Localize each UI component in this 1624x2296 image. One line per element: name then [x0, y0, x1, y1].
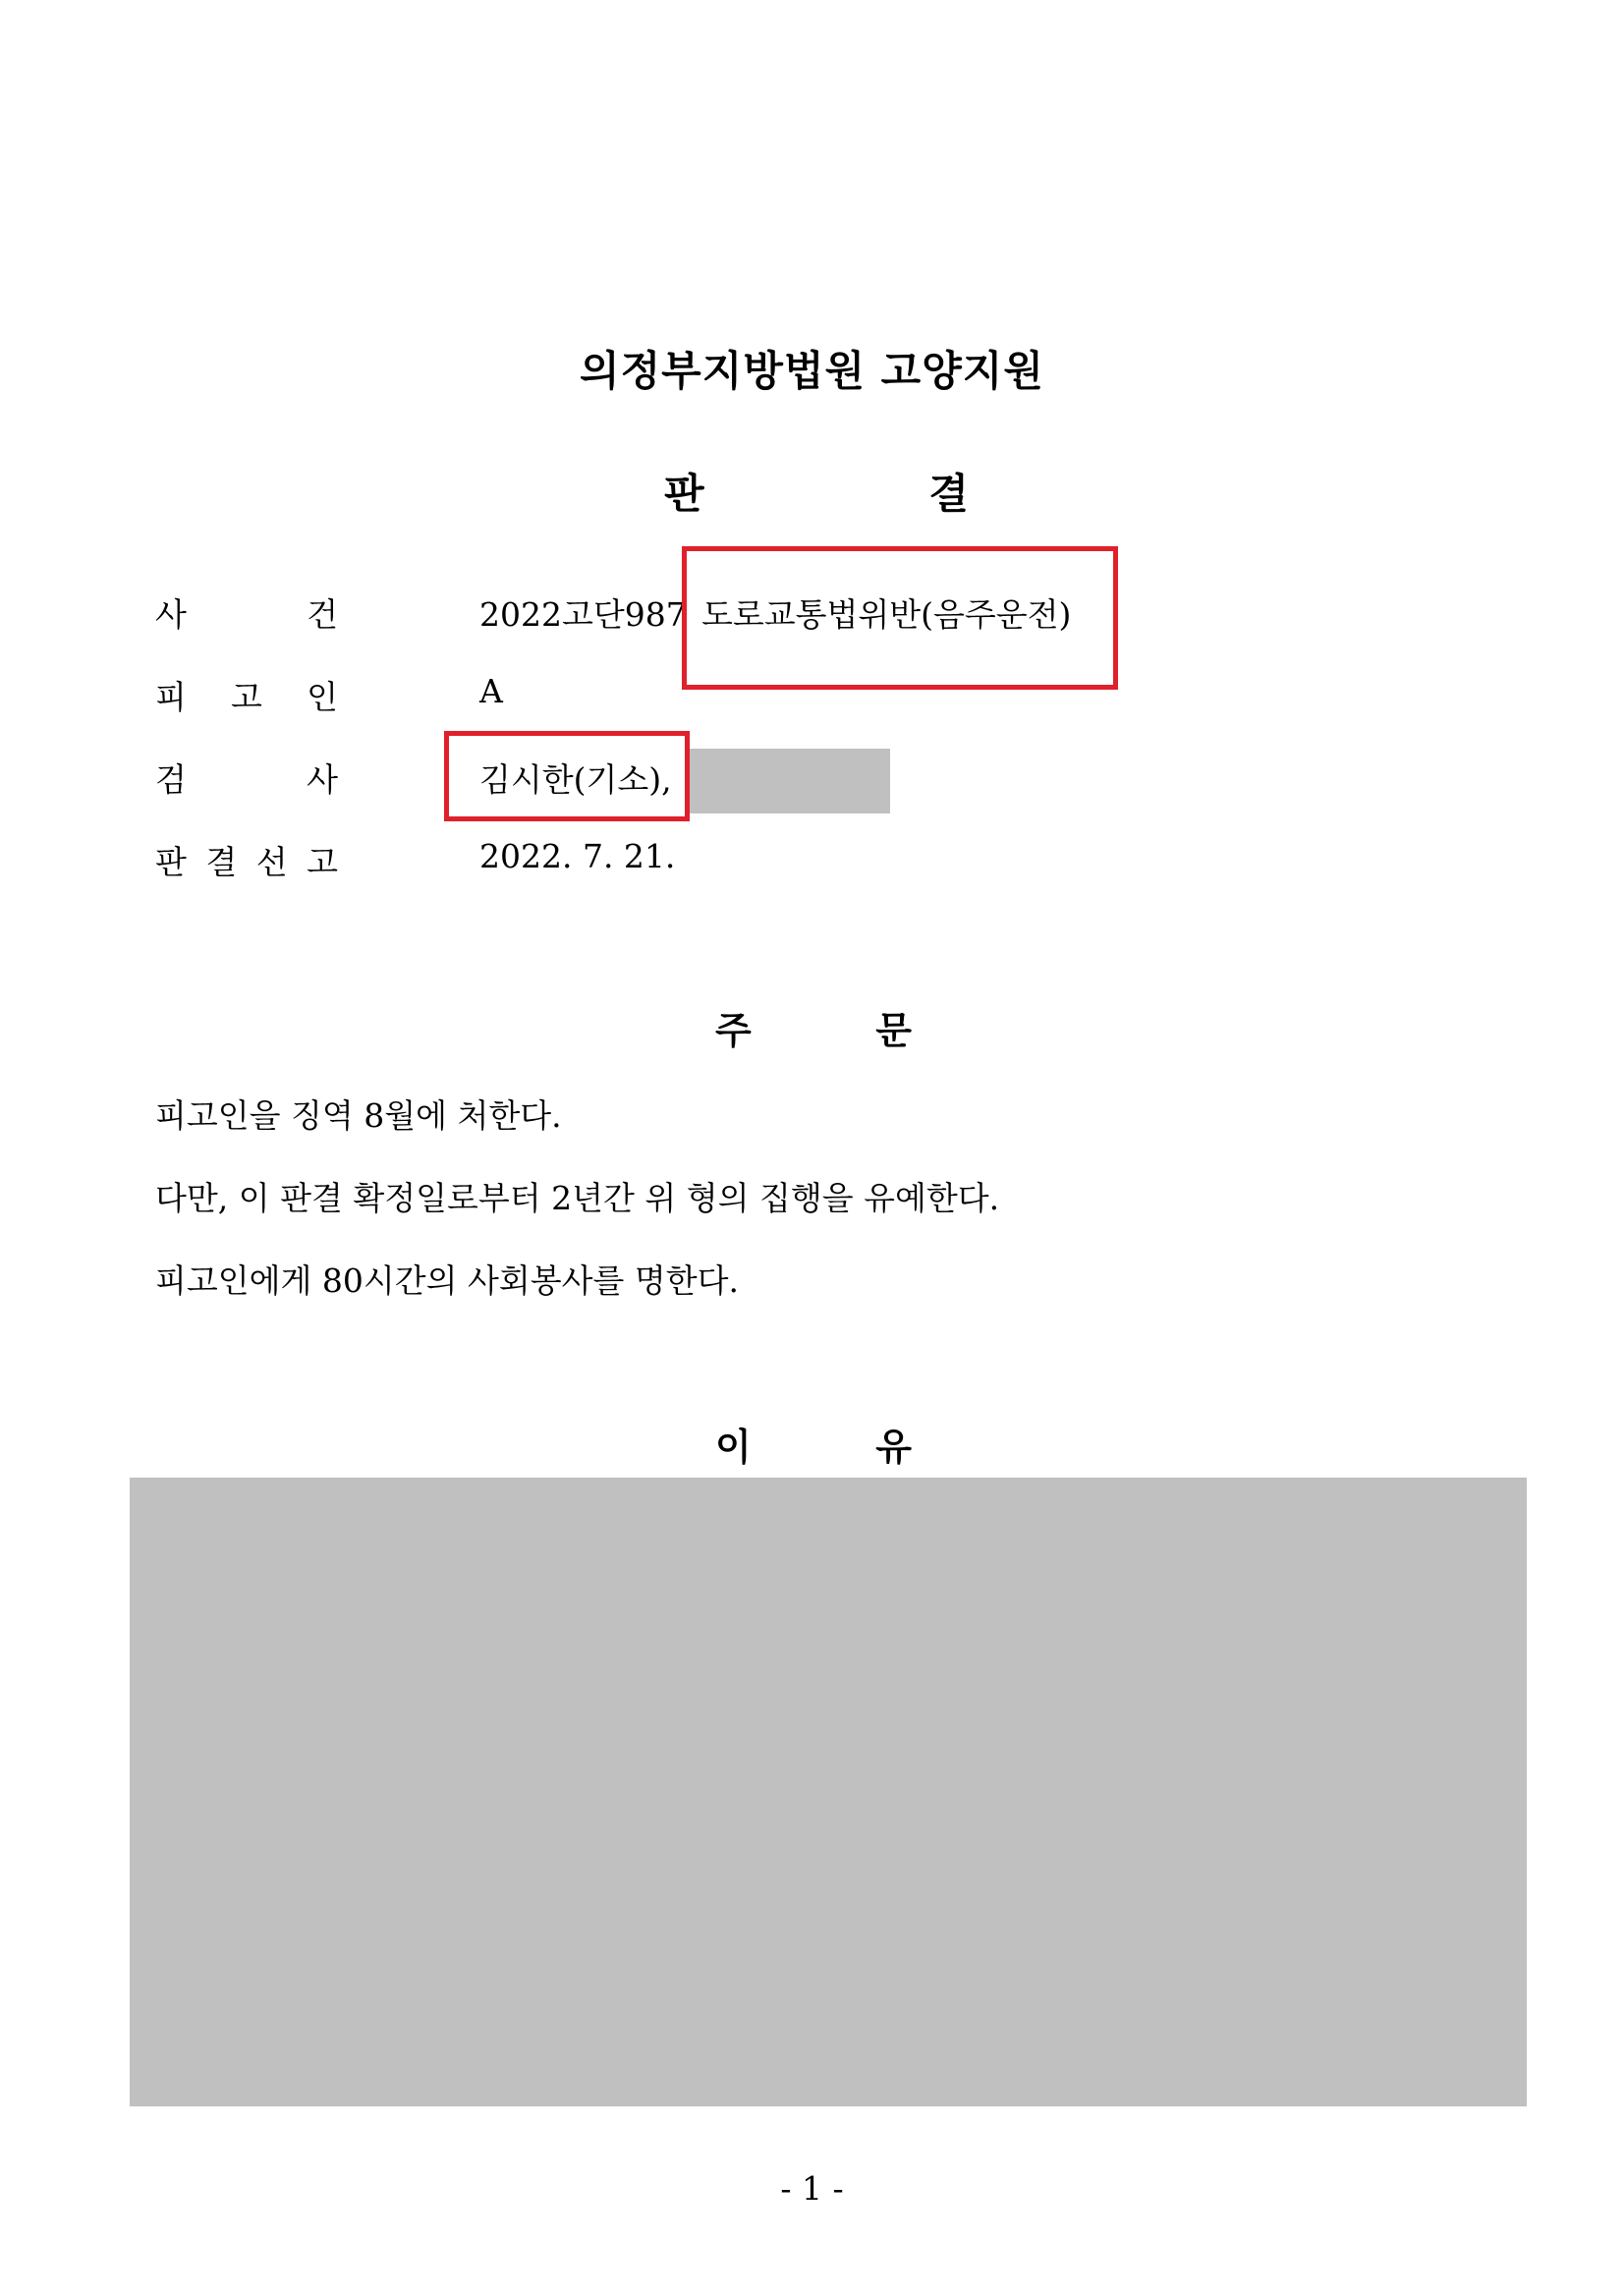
prosecutor-label: 검 사	[155, 760, 338, 799]
order-line: 피고인에게 80시간의 사회봉사를 명한다.	[155, 1261, 739, 1300]
court-name: 의정부지방법원 고양지원	[580, 347, 1044, 395]
prosecutor-highlight	[444, 731, 690, 821]
case-name: 도로교통법위반(음주운전)	[701, 595, 1072, 634]
case-number: 2022고단987	[479, 595, 687, 634]
order-title: 주 문	[715, 1009, 912, 1052]
sentencing-label: 판 결 선 고	[155, 843, 338, 881]
defendant-value: A	[479, 672, 503, 710]
page-number: - 1 -	[780, 2169, 844, 2208]
case-name-highlight	[682, 546, 1118, 690]
info-row-sentencing	[155, 837, 1138, 886]
document-title	[664, 462, 969, 521]
reasons-title: 이 유	[715, 1426, 912, 1469]
prosecutor-redaction	[690, 749, 890, 813]
sentencing-date: 2022. 7. 21.	[479, 837, 676, 875]
order-line: 다만, 이 판결 확정일로부터 2년간 위 형의 집행을 유예한다.	[155, 1179, 1000, 1217]
case-label: 사 건	[155, 595, 338, 634]
prosecutor-value: 김시한(기소),	[479, 760, 672, 799]
defendant-label: 피 고 인	[155, 678, 338, 716]
order-line: 피고인을 징역 8월에 처한다.	[155, 1096, 562, 1135]
document-title-char: 결	[928, 470, 969, 518]
document-title-char: 판	[664, 470, 704, 518]
reasons-redaction	[130, 1478, 1527, 2106]
